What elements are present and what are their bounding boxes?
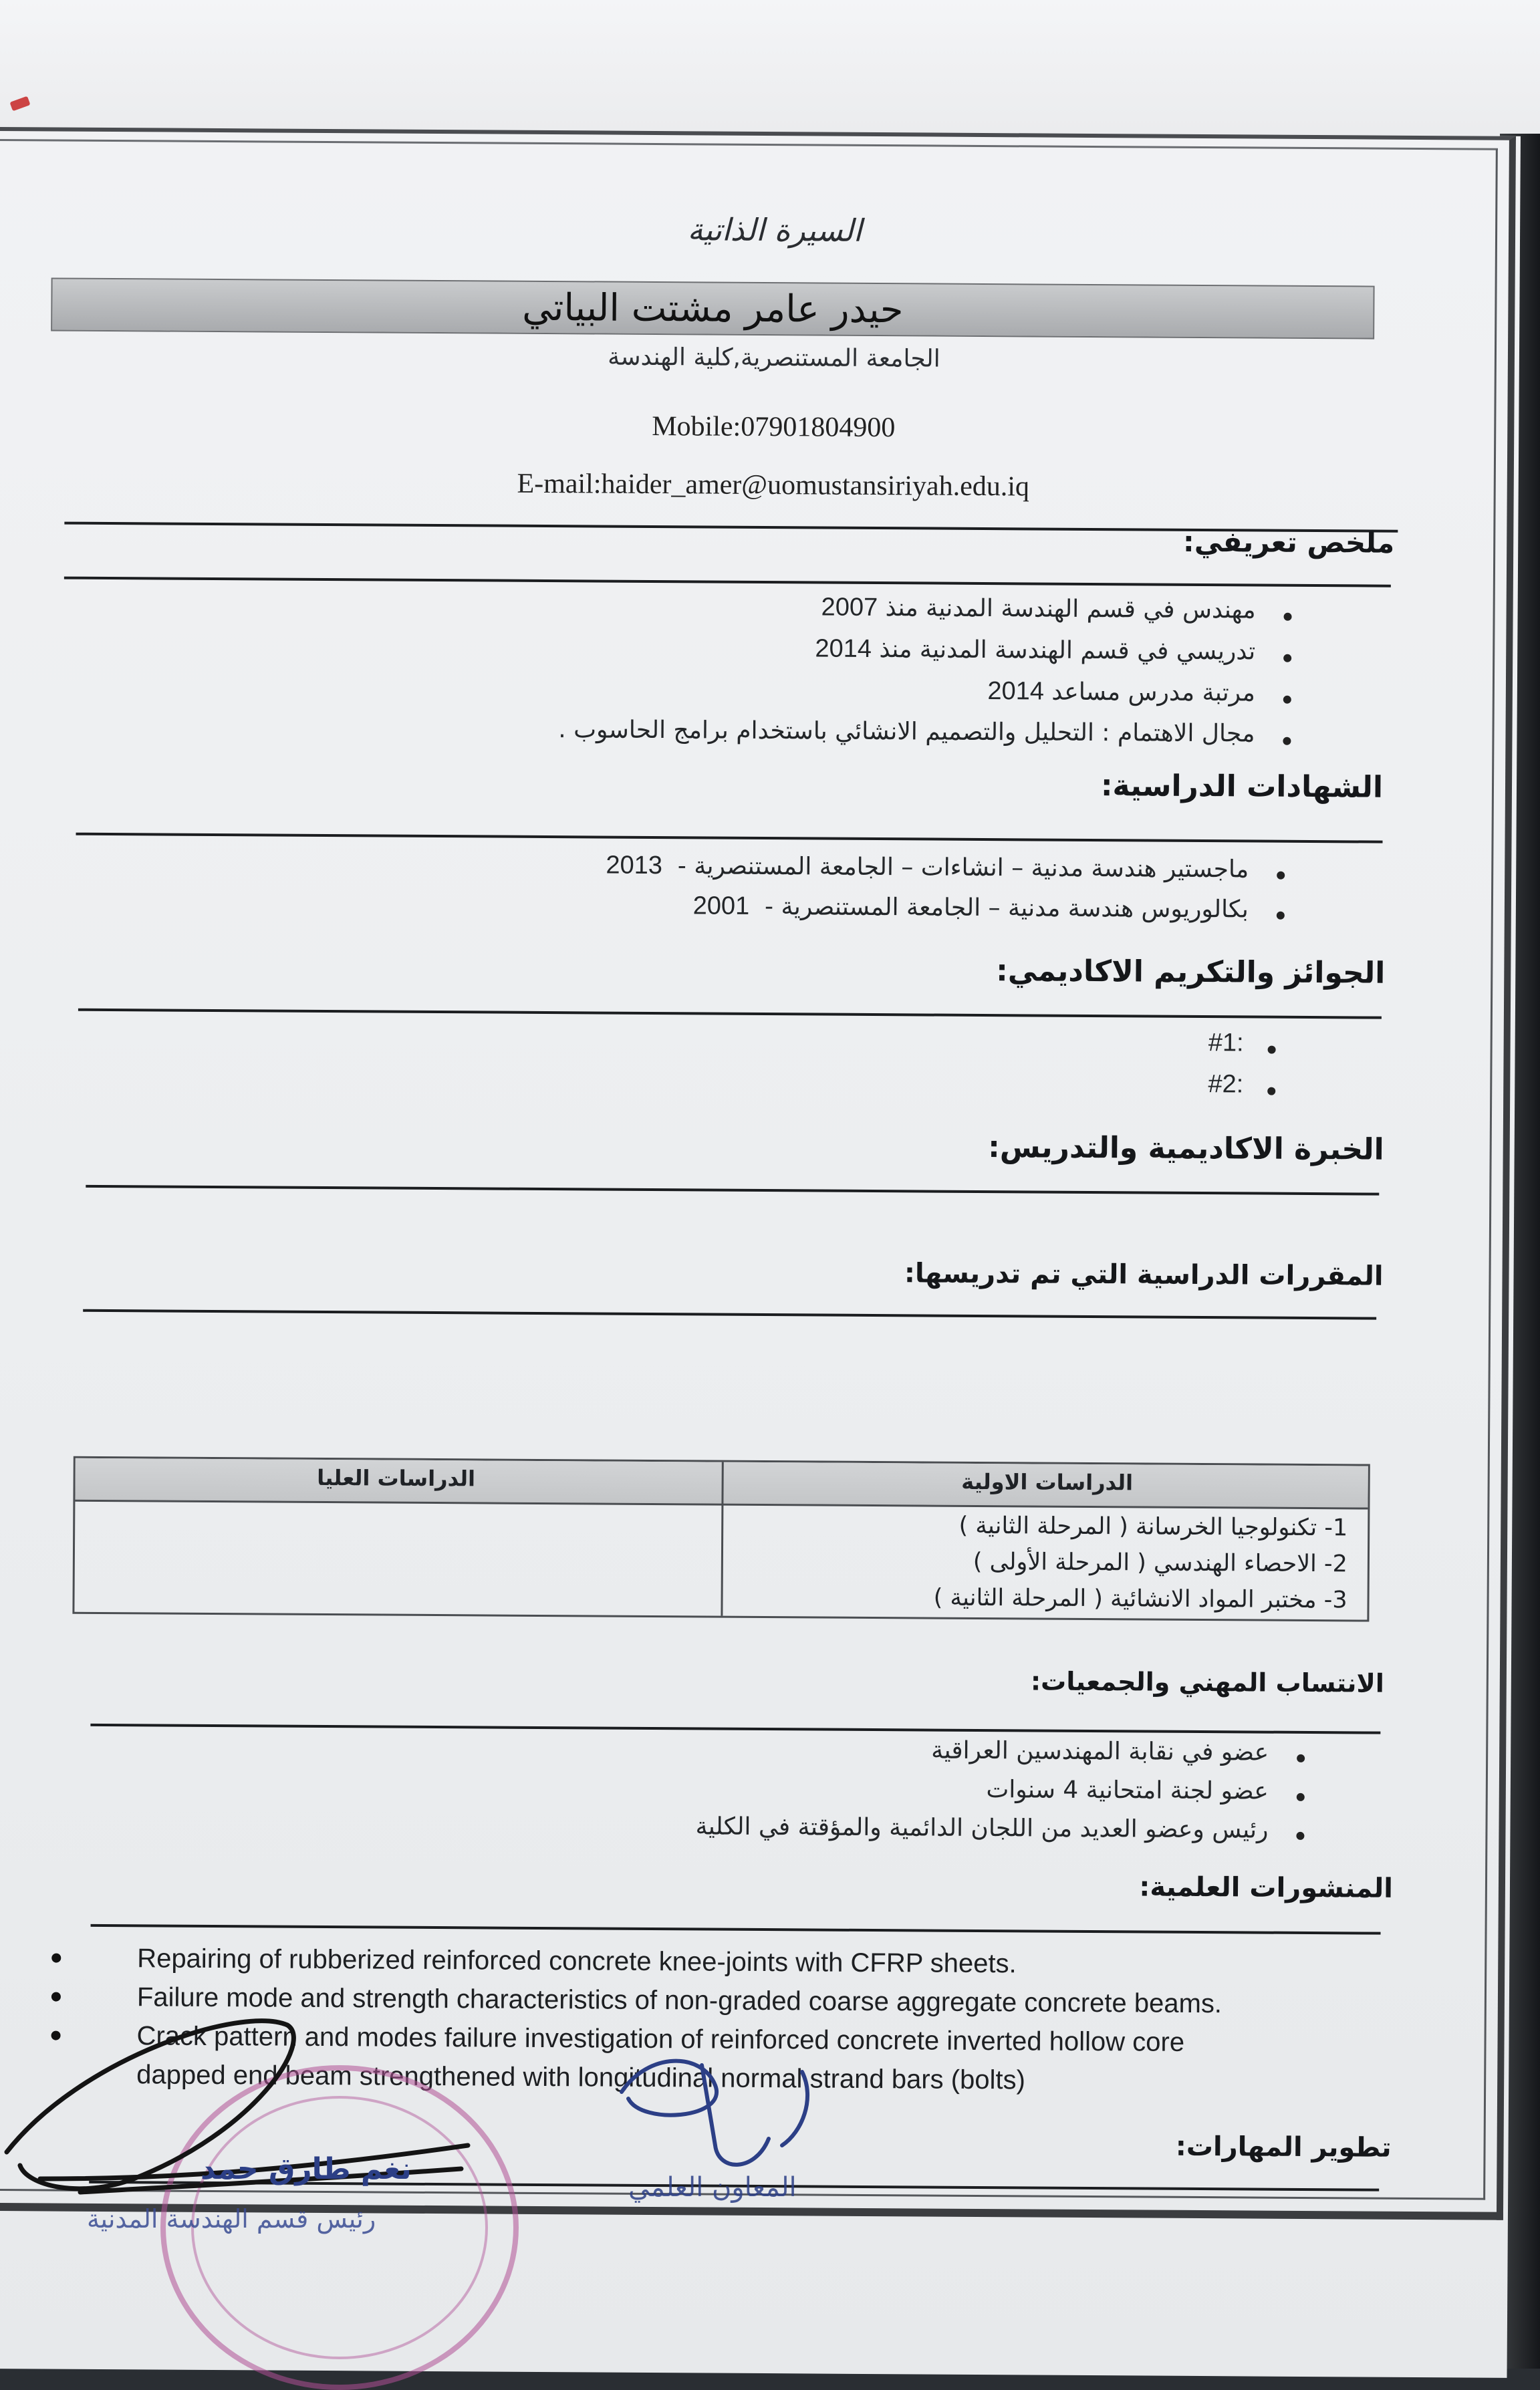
list-item: عضو في نقابة المهندسين العراقية xyxy=(696,1735,1310,1778)
publications-heading: المنشورات العلمية: xyxy=(1139,1871,1394,1904)
table-row: 2- الاحصاء الهندسي ( المرحلة الأولى ) xyxy=(973,1548,1348,1578)
profile-list xyxy=(558,591,1297,762)
awards-heading: الجوائز والتكريم الاكاديمي: xyxy=(996,954,1386,990)
undergrad-courses xyxy=(745,1506,1348,1618)
list-item: مهندس في قسم الهندسة المدنية منذ 2007 xyxy=(559,591,1297,638)
table-column-divider xyxy=(721,1462,723,1616)
table-row: 3- مختبر المواد الانشائية ( المرحلة الثانية ) xyxy=(933,1584,1348,1614)
list-item: عضو لجنة امتحانية 4 سنوات xyxy=(696,1774,1310,1817)
bullet-icon xyxy=(1277,912,1285,920)
awards-list xyxy=(1208,1029,1281,1112)
memberships-heading: الانتساب المهني والجمعيات: xyxy=(1030,1666,1384,1698)
email-address: E-mail:haider_amer@uomustansiriyah.edu.iq xyxy=(517,468,1030,503)
experience-heading: الخبرة الاكاديمية والتدريس: xyxy=(988,1130,1384,1167)
column-header-grad: الدراسات العليا xyxy=(317,1464,476,1492)
document-title: السيرة الذاتية xyxy=(687,211,862,249)
head-of-department-title: رئيس قسم الهندسة المدنية xyxy=(87,2204,376,2234)
courses-table xyxy=(72,1456,1370,1622)
list-item: Repairing of rubberized reinforced concrete knee-joints with CFRP sheets. xyxy=(137,1939,1340,1985)
list-item: رئيس وعضو العديد من اللجان الدائمية والمؤقتة في الكلية xyxy=(695,1813,1309,1855)
memberships-list xyxy=(695,1735,1310,1855)
name-banner xyxy=(51,277,1374,339)
bullet-icon xyxy=(1284,613,1292,621)
bullet-icon xyxy=(1283,696,1291,704)
list-item: Failure mode and strength characteristics of non-graded coarse aggregate concrete beams. xyxy=(137,1978,1340,2024)
mobile-number: Mobile:07901804900 xyxy=(652,410,896,444)
assistant-title: المعاون العلمي xyxy=(628,2172,797,2203)
bullet-icon xyxy=(51,1954,61,1963)
bullet-icon xyxy=(1283,654,1291,662)
list-item: Crack pattern and modes failure investigation of reinforced concrete inverted hollow core xyxy=(136,2016,1339,2063)
person-name: حيدر عامر مشتت البياتي xyxy=(522,285,904,332)
bullet-icon xyxy=(1296,1832,1304,1840)
degrees-list xyxy=(606,851,1291,936)
profile-heading: ملخص تعريفي: xyxy=(1182,525,1395,559)
head-of-department-name: نغم طارق حمد xyxy=(201,2152,412,2186)
list-item: #2: xyxy=(1208,1070,1281,1112)
affiliation: الجامعة المستنصرية,كلية الهندسة xyxy=(608,343,940,373)
degrees-heading: الشهادات الدراسية: xyxy=(1100,769,1384,805)
list-item: ماجستير هندسة مدنية – انشاءات – الجامعة المستنصرية - 2013 xyxy=(606,851,1290,896)
bullet-icon xyxy=(1267,1087,1275,1095)
bullet-icon xyxy=(1268,1046,1276,1054)
bullet-icon xyxy=(1297,1793,1305,1801)
bullet-icon xyxy=(1277,872,1285,880)
list-item-continuation: dapped end beam strengthened with longitudinal normal strand bars (bolts) xyxy=(136,2060,1026,2095)
bullet-icon xyxy=(1297,1754,1305,1762)
skills-heading: تطوير المهارات: xyxy=(1175,2131,1392,2163)
list-item: تدريسي في قسم الهندسة المدنية منذ 2014 xyxy=(559,633,1297,679)
column-header-undergrad: الدراسات الاولية xyxy=(961,1468,1134,1496)
list-item: #1: xyxy=(1208,1029,1281,1071)
list-item: مرتبة مدرس مساعد 2014 xyxy=(558,674,1297,720)
table-row: 1- تكنولوجيا الخرسانة ( المرحلة الثانية ) xyxy=(958,1512,1348,1542)
list-item: مجال الاهتمام : التحليل والتصميم الانشائي باستخدام برامج الحاسوب . xyxy=(558,716,1297,762)
bullet-icon xyxy=(1283,737,1291,745)
courses-heading: المقررات الدراسية التي تم تدريسها: xyxy=(904,1258,1384,1292)
list-item: بكالوريوس هندسة مدنية – الجامعة المستنصرية - 2001 xyxy=(606,892,1290,936)
